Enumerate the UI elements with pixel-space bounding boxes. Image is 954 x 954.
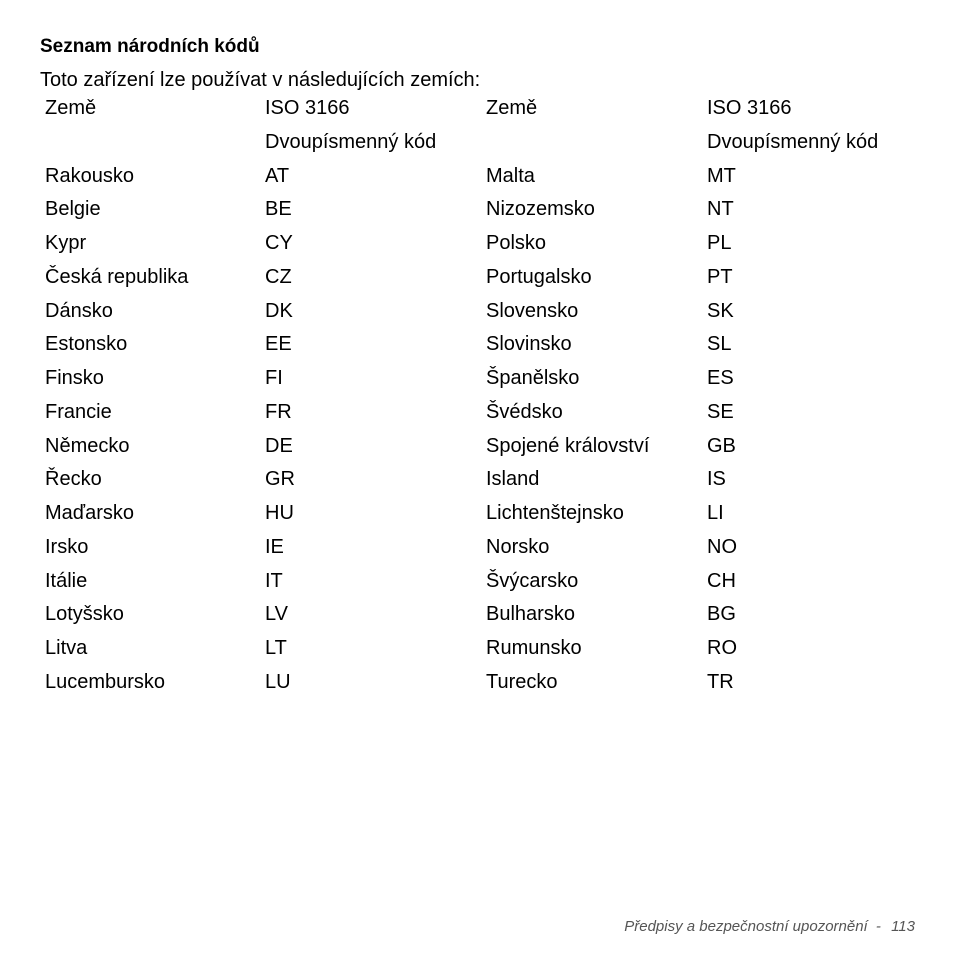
code-left: IT (265, 569, 283, 592)
country-right: Polsko (486, 232, 547, 254)
code-left: DK (265, 299, 293, 322)
page-footer (624, 917, 915, 937)
country-right: Turecko (486, 670, 558, 693)
code-right: GB (707, 434, 736, 457)
code-right: PT (707, 265, 733, 288)
table-subheader-row (45, 126, 925, 160)
code-right: SK (707, 299, 734, 322)
country-right: Norsko (486, 535, 550, 558)
country-right: Bulharsko (486, 603, 575, 626)
page-heading: Seznam národních kódů (40, 36, 260, 57)
code-left: FR (265, 400, 292, 423)
code-left: EE (265, 333, 292, 356)
code-left: CY (265, 232, 293, 254)
country-right: Malta (486, 164, 535, 187)
country-code-table (45, 92, 925, 700)
intro-text: Toto zařízení lze používat v následujících zemích: (40, 69, 481, 91)
code-right: SL (707, 333, 732, 356)
code-right: LI (707, 502, 724, 524)
code-left: FI (265, 367, 283, 389)
country-left: Česká republika (45, 265, 189, 288)
code-left: LU (265, 670, 291, 693)
country-right: Rumunsko (486, 637, 582, 659)
code-left: BE (265, 198, 292, 221)
code-right: RO (707, 637, 737, 659)
code-right: NT (707, 198, 734, 221)
header-iso-left: ISO 3166 (265, 97, 350, 119)
country-left: Belgie (45, 198, 101, 221)
country-left: Francie (45, 400, 112, 423)
code-left: CZ (265, 265, 292, 288)
table-header-row (45, 92, 925, 126)
country-right: Nizozemsko (486, 198, 595, 221)
table-body (45, 160, 925, 700)
country-left: Estonsko (45, 333, 128, 356)
code-right: PL (707, 232, 732, 254)
code-left: LT (265, 637, 287, 659)
country-left: Lucembursko (45, 670, 166, 693)
code-left: LV (265, 603, 288, 626)
subheader-code-left: Dvoupísmenný kód (265, 130, 437, 153)
table-row (45, 565, 925, 599)
country-left: Dánsko (45, 299, 113, 322)
code-right: BG (707, 603, 736, 626)
table-row (45, 632, 925, 666)
code-right: ES (707, 367, 734, 389)
country-right: Slovensko (486, 299, 579, 322)
table-row (45, 531, 925, 565)
country-right: Spojené království (486, 434, 650, 457)
table-row (45, 430, 925, 464)
table-row (45, 497, 925, 531)
table-row (45, 227, 925, 261)
code-left: GR (265, 468, 295, 491)
code-right: TR (707, 670, 734, 693)
country-left: Rakousko (45, 164, 134, 187)
table-row (45, 160, 925, 194)
header-iso-right: ISO 3166 (707, 97, 792, 119)
country-left: Litva (45, 637, 88, 659)
country-left: Maďarsko (45, 502, 134, 524)
code-right: CH (707, 569, 736, 592)
header-country-left: Země (45, 97, 97, 119)
code-left: IE (265, 535, 284, 558)
table-row (45, 666, 925, 700)
country-left: Řecko (45, 468, 102, 491)
country-right: Slovinsko (486, 333, 572, 356)
country-right: Švýcarsko (486, 569, 579, 592)
code-left: AT (265, 164, 290, 187)
country-left: Itálie (45, 569, 88, 592)
country-left: Irsko (45, 535, 89, 558)
country-right: Švédsko (486, 400, 563, 423)
country-right: Island (486, 468, 540, 491)
subheader-code-right: Dvoupísmenný kód (707, 130, 879, 153)
header-country-right: Země (486, 97, 538, 119)
table-row (45, 261, 925, 295)
footer-section-title: Předpisy a bezpečnostní upozornění (624, 918, 868, 935)
code-right: MT (707, 164, 736, 187)
table-row (45, 362, 925, 396)
code-right: NO (707, 535, 737, 558)
page-number: 113 (891, 918, 915, 935)
table-row (45, 328, 925, 362)
table-row (45, 295, 925, 329)
country-right: Španělsko (486, 367, 580, 389)
footer-separator: - (875, 918, 881, 935)
code-right: IS (707, 468, 726, 491)
country-left: Lotyšsko (45, 603, 124, 626)
table-row (45, 598, 925, 632)
country-right: Portugalsko (486, 265, 592, 288)
table-row (45, 193, 925, 227)
code-left: DE (265, 434, 293, 457)
table-row (45, 463, 925, 497)
table-row (45, 396, 925, 430)
code-right: SE (707, 400, 734, 423)
code-left: HU (265, 502, 294, 524)
country-left: Finsko (45, 367, 104, 389)
country-right: Lichtenštejnsko (486, 502, 624, 524)
country-left: Německo (45, 434, 130, 457)
country-left: Kypr (45, 232, 87, 254)
